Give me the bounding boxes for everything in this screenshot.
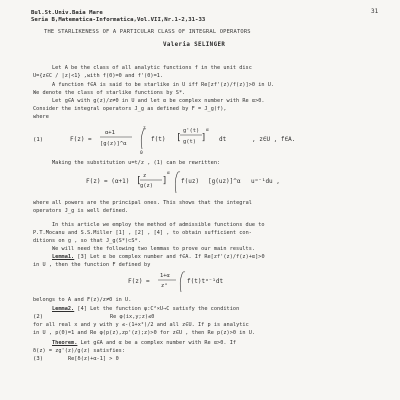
theorem-label: Theorem. (52, 340, 78, 346)
lemma1-line (52, 254, 265, 260)
equation-number: (1) (33, 137, 44, 143)
eq1-integrand: f(t) (151, 136, 166, 143)
eq1-dt: dt (219, 136, 227, 143)
paragraph-line: in U , then the function F defined by (33, 262, 151, 268)
eq2-integrand: f(uz) (181, 178, 200, 185)
lemma2-label: Lemma2. (52, 306, 75, 312)
equation-rewritten (86, 168, 346, 198)
page-number: 31 (371, 8, 379, 15)
eq3-denominator: zᵅ (161, 283, 168, 289)
lemma1-text: [3] Let α be complex number and f∈A. If Re[zf'(z)/f(z)+α]>0 (77, 254, 265, 260)
eq1-frac-num: g'(t) (183, 128, 200, 134)
eq2-power: α (167, 171, 170, 176)
theorem-text: Let g∈A and α be a complex number with Re α>0. If (80, 340, 237, 346)
eq2-frac-num: z (143, 173, 147, 179)
eq3-lhs: F(z) = (128, 278, 150, 285)
paragraph-line: Let g∈A with g(z)/z≠0 in U and let α be complex number with Re α>0. (52, 98, 265, 104)
eq1-numerator: α+1 (105, 130, 115, 136)
paragraph-line: belongs to A and F(z)/z≠0 in U. (33, 297, 132, 303)
eq3-integrand: f(t)tᵅ⁻¹dt (187, 278, 224, 285)
paragraph-line: We will need the following two lemmas to prove our main results. (52, 246, 256, 252)
theorem-line (52, 340, 236, 346)
paragraph-line: U={z∈C / |z|<1} ,with f(0)=0 and f'(0)=1. (33, 73, 164, 79)
journal-header-line1: Bul.St.Univ.Baia Mare (31, 10, 103, 16)
paragraph-line: operators J_g is well defined. (33, 208, 129, 214)
svg-text:[: [ (136, 176, 142, 186)
paragraph-line: Making the substitution u=t/z , (1) can be rewritten: (52, 160, 221, 166)
eq1-upper-limit: z (143, 126, 146, 131)
eq3-numerator: 1+α (160, 273, 170, 279)
paragraph-line: Let A be the class of all analytic functions f in the unit disc (52, 65, 252, 71)
svg-text:]: ] (162, 176, 168, 186)
eq1-lower-limit: 0 (140, 151, 143, 156)
eq1-lhs: F(z) = (70, 136, 92, 143)
lemma2-text: [4] Let the function φ:C²×U→C satisfy the condition (77, 306, 240, 312)
svg-text:]: ] (201, 133, 207, 143)
equation-number: (3) (33, 356, 44, 362)
paper-title: THE STARLIKENESS OF A PARTICULAR CLASS OF INTEGRAL OPERATORS (44, 29, 251, 35)
eq1-power: α (206, 128, 209, 133)
paragraph-line: δ(z) = zg'(z)/g(z) satisfies: (33, 348, 126, 354)
paragraph-line: A function f∈A is said to be starlike in U iff Re[zf'(z)/f(z)]>0 in U. (52, 82, 275, 88)
eq2-lhs: F(z) = (α+1) (86, 178, 130, 185)
paragraph-line: We denote the class of starlike functions by S*. (33, 90, 186, 96)
equation-number: (2) (33, 314, 44, 320)
lemma2-condition: Re φ(ix,y;z)≤0 (110, 314, 155, 320)
eq1-frac-den: g(t) (183, 139, 196, 145)
svg-text:[: [ (176, 133, 182, 143)
eq2-mid: [g(uz)]^α (208, 178, 241, 185)
eq1-tail: , z∈U , f∈A. (252, 136, 296, 143)
paper-author: Valeria SELINGER (163, 42, 226, 48)
eq2-frac-den: g(z) (140, 183, 153, 189)
paragraph-line: P.T.Mocanu and S.S.Miller [1] , [2] , [4] , to obtain sufficient con- (33, 230, 252, 236)
paragraph-line: in U , p(0)=1 and Re φ(p(z),zp'(z);z)>0 for z∈U , then Re p(z)>0 in U. (33, 330, 256, 336)
eq2-tail: uᵅ⁻¹du , (251, 178, 280, 185)
eq1-denominator: [g(z)]^α (100, 141, 127, 147)
paragraph-line: where (33, 114, 49, 120)
theorem-condition: Re[δ(z)+α-1] > 0 (68, 356, 119, 362)
paragraph-line: ditions on g , so that J_g(S*)⊂S*. (33, 238, 141, 244)
journal-header-line2: Seria B,Matematica-Informatica,Vol.VII,Nr.1-2,31-33 (31, 17, 206, 23)
equation-1 (70, 122, 360, 156)
lemma2-line (52, 306, 239, 312)
paragraph-line: where all powers are the principal ones. This shows that the integral (33, 200, 252, 206)
equation-lemma1 (128, 268, 278, 296)
paragraph-line: Consider the integral operators J_g as defined by F = J_g(f), (33, 106, 227, 112)
paragraph-line: In this article we employ the method of admissible functions due to (52, 222, 265, 228)
lemma1-label: Lemma1. (52, 254, 75, 260)
paragraph-line: for all real x and y with y ≤-(1+x²)/2 and all z∈U. If p is analytic (33, 322, 249, 328)
